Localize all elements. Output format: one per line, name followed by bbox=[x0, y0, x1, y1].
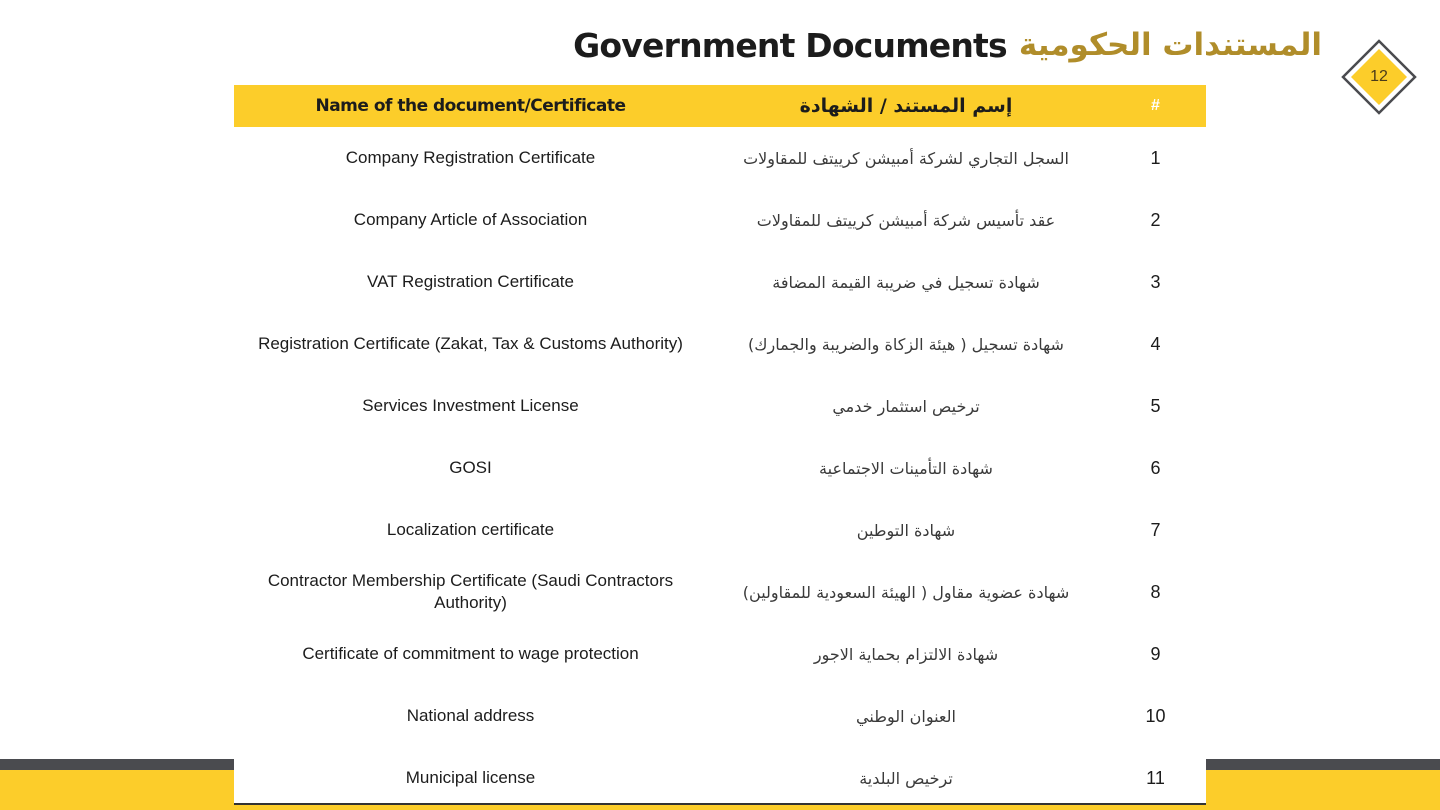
table-header bbox=[234, 85, 1206, 127]
cell-english-name: Company Registration Certificate bbox=[345, 148, 596, 167]
cell-arabic-name: ترخيص البلدية bbox=[859, 768, 953, 788]
page-number: 12 bbox=[1370, 68, 1388, 85]
cell-number: 2 bbox=[1150, 209, 1161, 230]
page-title-english: Government Documents bbox=[573, 25, 1007, 65]
table-row bbox=[234, 127, 1206, 189]
cell-arabic-name: شهادة الالتزام بحماية الاجور bbox=[813, 644, 999, 664]
cell-number: 9 bbox=[1150, 643, 1161, 664]
cell-number: 3 bbox=[1150, 271, 1161, 292]
cell-english-name: VAT Registration Certificate bbox=[367, 272, 574, 291]
cell-arabic-name: شهادة تسجيل ( هيئة الزكاة والضريبة والجمارك) bbox=[748, 334, 1064, 354]
cell-arabic-name: ترخيص استثمار خدمي bbox=[832, 396, 980, 416]
table-row bbox=[234, 313, 1206, 375]
cell-arabic-name: شهادة التوطين bbox=[856, 520, 956, 540]
cell-number: 7 bbox=[1150, 519, 1161, 540]
table-row bbox=[234, 251, 1206, 313]
table-row bbox=[234, 747, 1206, 809]
documents-table bbox=[234, 85, 1206, 805]
table-row bbox=[234, 437, 1206, 499]
cell-english-name: Company Article of Association bbox=[353, 210, 588, 229]
cell-number: 4 bbox=[1150, 333, 1161, 354]
cell-arabic-name: شهادة تسجيل في ضريبة القيمة المضافة bbox=[772, 272, 1040, 292]
header-english-name: Name of the document/Certificate bbox=[315, 96, 626, 116]
table-row bbox=[234, 499, 1206, 561]
cell-number: 6 bbox=[1150, 457, 1161, 478]
cell-arabic-name: شهادة عضوية مقاول ( الهيئة السعودية للمقاولين) bbox=[742, 582, 1070, 602]
cell-english-name: Certificate of commitment to wage protection bbox=[302, 644, 639, 663]
cell-number: 10 bbox=[1145, 705, 1166, 726]
table-row bbox=[234, 189, 1206, 251]
cell-arabic-name: عقد تأسيس شركة أمبيشن كرييتف للمقاولات bbox=[756, 210, 1056, 230]
page-number-badge bbox=[1341, 39, 1417, 115]
table-row bbox=[234, 623, 1206, 685]
page-title bbox=[573, 22, 1322, 68]
cell-number: 11 bbox=[1146, 767, 1165, 788]
table-row bbox=[234, 561, 1206, 623]
header-arabic-name: إسم المستند / الشهادة bbox=[799, 95, 1013, 117]
table-row bbox=[234, 375, 1206, 437]
cell-number: 5 bbox=[1150, 395, 1161, 416]
page-title-arabic: المستندات الحكومية bbox=[1018, 27, 1322, 63]
cell-english-name: Municipal license bbox=[405, 768, 536, 787]
cell-arabic-name: السجل التجاري لشركة أمبيشن كرييتف للمقاولات bbox=[743, 148, 1069, 168]
cell-number: 1 bbox=[1150, 147, 1161, 168]
cell-arabic-name: شهادة التأمينات الاجتماعية bbox=[819, 458, 993, 478]
cell-english-name: Contractor Membership Certificate (Saudi Contractors Authority) bbox=[267, 571, 674, 612]
cell-arabic-name: العنوان الوطني bbox=[856, 706, 956, 726]
header-number: # bbox=[1151, 97, 1160, 114]
cell-english-name: Registration Certificate (Zakat, Tax & Customs Authority) bbox=[258, 334, 683, 353]
table-row bbox=[234, 685, 1206, 747]
cell-english-name: National address bbox=[406, 706, 535, 725]
cell-english-name: GOSI bbox=[449, 458, 492, 477]
cell-english-name: Services Investment License bbox=[362, 396, 579, 415]
cell-number: 8 bbox=[1150, 581, 1161, 602]
cell-english-name: Localization certificate bbox=[386, 520, 555, 539]
